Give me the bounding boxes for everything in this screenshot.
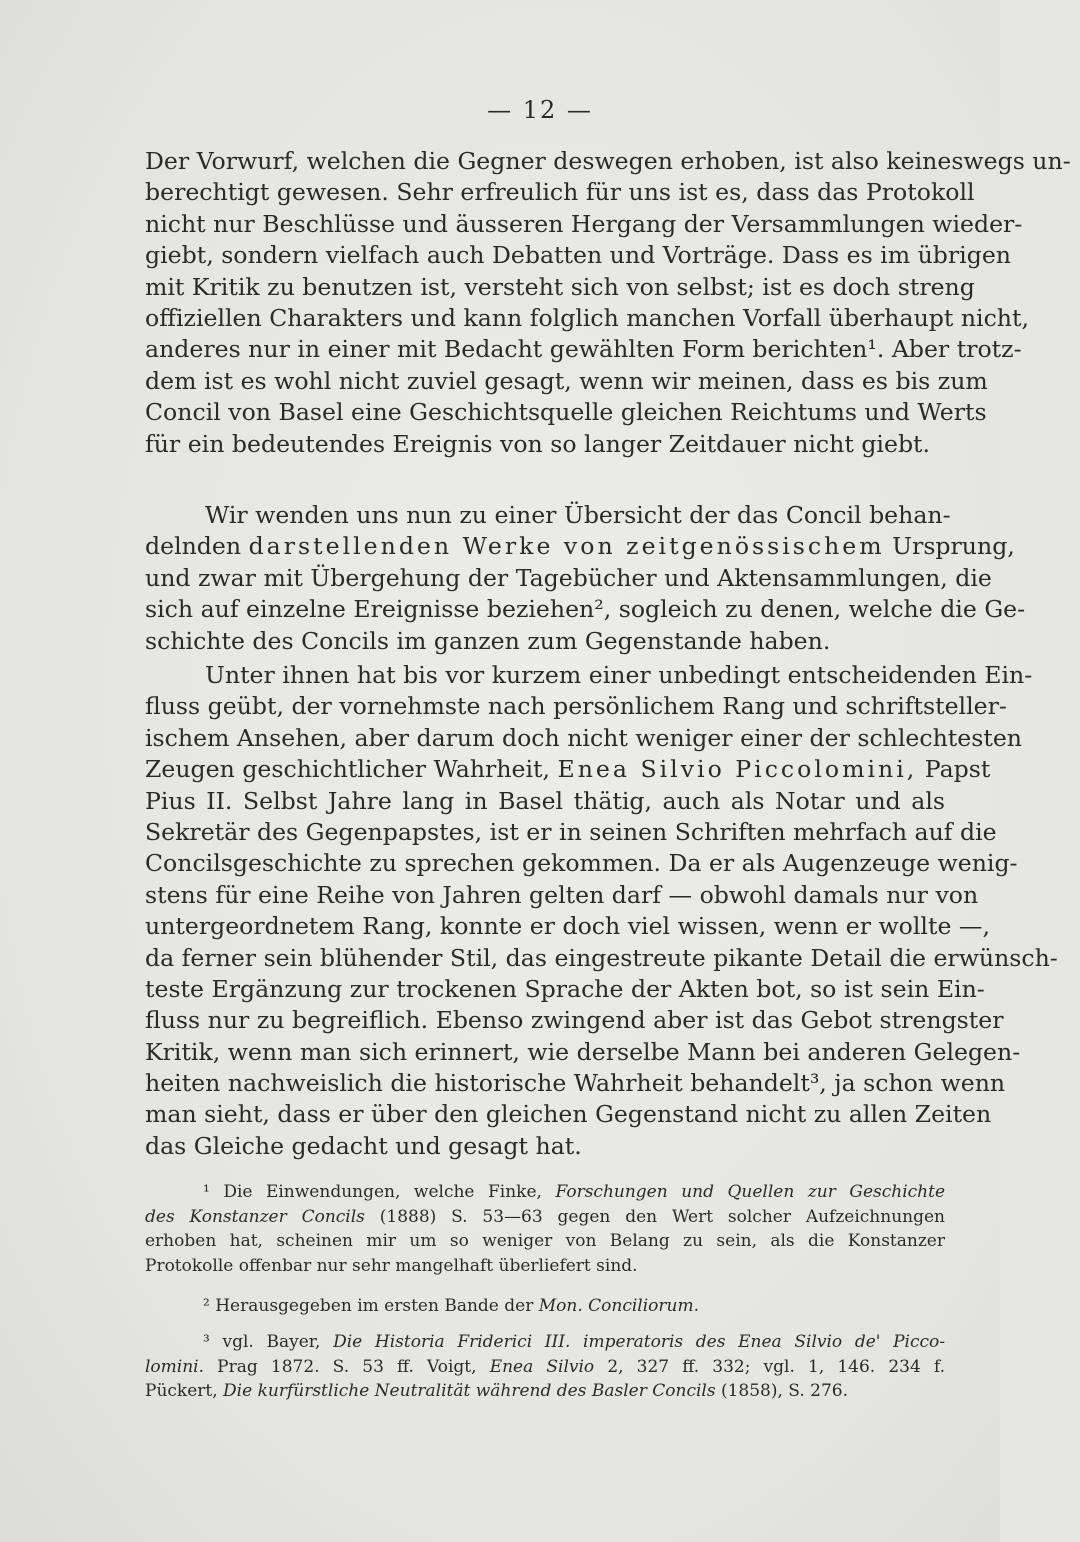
text-line: fluss geübt, der vornehmste nach persönlichem Rang und schriftsteller-	[145, 692, 1007, 721]
paragraph-1	[145, 146, 1071, 460]
text-line: Concil von Basel eine Geschichtsquelle gleichen Reichtums und Werts	[145, 398, 987, 427]
text-line	[145, 531, 1015, 562]
italic-title: Forschungen und Quellen zur Geschichte	[555, 1182, 945, 1202]
text-segment: ² Herausgegeben im ersten Bande der	[203, 1296, 534, 1316]
footnote-line	[145, 1205, 945, 1230]
text-line: und zwar mit Übergehung der Tagebücher und Aktensammlungen, die	[145, 563, 992, 592]
page-number: — 12 —	[487, 96, 593, 124]
text-line: Pius II. Selbst Jahre lang in Basel thätig, auch als Notar und als	[145, 786, 945, 815]
text-line: für ein bedeutendes Ereignis von so langer Zeitdauer nicht giebt.	[145, 429, 931, 458]
text-segment: (1888) S. 53—63 gegen den Wert solcher Aufzeichnungen	[379, 1206, 945, 1227]
text-segment: Ursprung,	[892, 532, 1015, 561]
footnote-line: erhoben hat, scheinen mir um so weniger von Belang zu sein, als die Konstanzer	[145, 1231, 945, 1251]
text-segment: delnden	[145, 532, 242, 561]
spaced-emphasis: Enea Silvio Piccolomini,	[557, 755, 918, 784]
paragraph-2	[145, 500, 1026, 657]
italic-title: Die Historia Friderici III. imperatoris des Enea Silvio de' Picco-	[333, 1332, 945, 1352]
text-line: nicht nur Beschlüsse und äusseren Hergang der Versammlungen wieder-	[145, 209, 1023, 238]
text-line: Der Vorwurf, welchen die Gegner deswegen erhoben, ist also keineswegs un-	[145, 147, 1071, 175]
italic-title: Enea Silvio	[489, 1356, 595, 1377]
text-line: dem ist es wohl nicht zuviel gesagt, wenn wir meinen, dass es bis zum	[145, 366, 988, 395]
text-segment: ¹ Die Einwendungen, welche Finke,	[203, 1182, 542, 1202]
text-line: schichte des Concils im ganzen zum Gegenstande haben.	[145, 626, 831, 655]
footnote-line	[145, 1330, 945, 1355]
text-line: Unter ihnen hat bis vor kurzem einer unbedingt entscheidenden Ein-	[205, 661, 1033, 689]
text-segment: ³ vgl. Bayer,	[203, 1332, 321, 1352]
text-segment: (1858), S. 276.	[720, 1381, 849, 1401]
text-line: anderes nur in einer mit Bedacht gewählten Form berichten¹. Aber trotz-	[145, 335, 1022, 364]
text-line: giebt, sondern vielfach auch Debatten und Vorträge. Dass es im übrigen	[145, 241, 1011, 270]
text-line: ischem Ansehen, aber darum doch nicht weniger einer der schlechtesten	[145, 723, 1022, 752]
footnote-line: Protokolle offenbar nur sehr mangelhaft überliefert sind.	[145, 1255, 638, 1276]
text-line: offiziellen Charakters und kann folglich manchen Vorfall überhaupt nicht,	[145, 303, 1029, 332]
italic-title: des Konstanzer Concils	[145, 1206, 365, 1227]
text-line	[145, 754, 991, 785]
paragraph-3	[145, 660, 1058, 1162]
footnote-line	[145, 1294, 945, 1319]
italic-title: lomini.	[145, 1356, 205, 1377]
text-line: stens für eine Reihe von Jahren gelten darf — obwohl damals nur von	[145, 880, 979, 909]
text-line: teste Ergänzung zur trockenen Sprache der Akten bot, so ist sein Ein-	[145, 974, 985, 1003]
text-segment: Pückert,	[145, 1381, 218, 1401]
text-line: Kritik, wenn man sich erinnert, wie derselbe Mann bei anderen Gelegen-	[145, 1037, 1021, 1066]
text-line: man sieht, dass er über den gleichen Gegenstand nicht zu allen Zeiten	[145, 1100, 992, 1129]
footnote-line	[145, 1379, 945, 1404]
text-line: Wir wenden uns nun zu einer Übersicht der das Concil behan-	[205, 501, 951, 529]
text-line: sich auf einzelne Ereignisse beziehen², sogleich zu denen, welche die Ge-	[145, 595, 1026, 624]
text-line: da ferner sein blühender Stil, das eingestreute pikante Detail die erwünsch-	[145, 943, 1058, 972]
footnote-line	[145, 1355, 945, 1380]
text-line: berechtigt gewesen. Sehr erfreulich für uns ist es, dass das Protokoll	[145, 178, 975, 207]
text-line: Sekretär des Gegenpapstes, ist er in seinen Schriften mehrfach auf die	[145, 817, 997, 846]
text-line: mit Kritik zu benutzen ist, versteht sich von selbst; ist es doch streng	[145, 272, 975, 301]
text-segment: Prag 1872. S. 53 ff. Voigt,	[217, 1356, 477, 1377]
text-line: fluss nur zu begreiflich. Ebenso zwingend aber ist das Gebot strengster	[145, 1006, 1004, 1035]
text-line: das Gleiche gedacht und gesagt hat.	[145, 1131, 582, 1160]
footnote-line	[145, 1180, 945, 1205]
text-line: untergeordnetem Rang, konnte er doch viel wissen, wenn er wollte —,	[145, 912, 991, 941]
footnote-3	[145, 1330, 945, 1404]
text-line: Concilsgeschichte zu sprechen gekommen. Da er als Augenzeuge wenig-	[145, 849, 1018, 878]
text-segment: 2, 327 ff. 332; vgl. 1, 146. 234 f.	[607, 1356, 946, 1377]
italic-title: Die kurfürstliche Neutralität während des Basler Concils	[223, 1381, 716, 1401]
footnote-2	[145, 1294, 945, 1319]
spaced-emphasis: darstellenden Werke von zeitgenössischem	[248, 532, 885, 561]
text-segment: Papst	[924, 755, 991, 784]
italic-title: Mon. Conciliorum.	[538, 1296, 700, 1316]
text-segment: Zeugen geschichtlicher Wahrheit,	[145, 755, 550, 784]
text-line: heiten nachweislich die historische Wahrheit behandelt³, ja schon wenn	[145, 1069, 1006, 1098]
footnote-1	[145, 1180, 945, 1278]
